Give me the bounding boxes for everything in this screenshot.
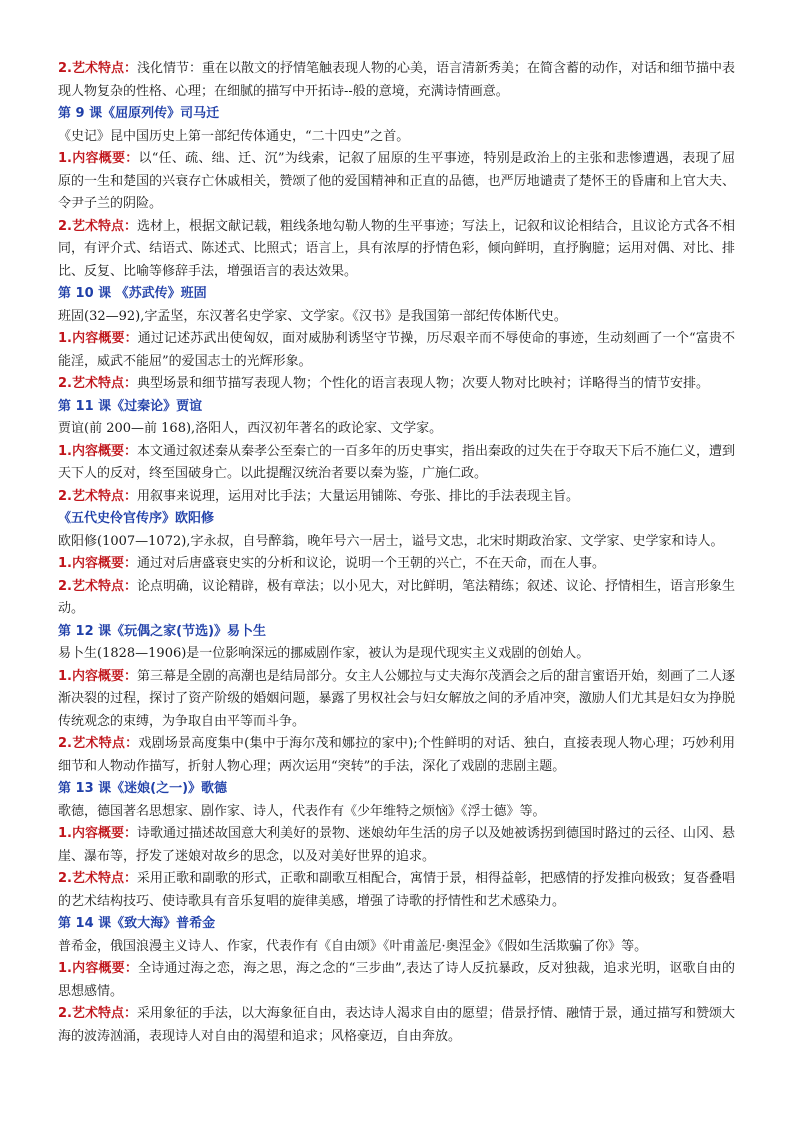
item-text: 第三幕是全剧的高潮也是结局部分。女主人公娜拉与丈夫海尔茂酒会之后的甜言蜜语开始，刻画了二人逐渐决裂的过程，探讨了资产阶级的婚姻问题，暴露了男权社会与妇女解放之间的矛盾冲突，激励人们尤其是妇女为挣脱传统观念的束缚，为争取自由平等而斗争。	[58, 668, 735, 729]
lesson-heading: 第 12 课《玩偶之家(节选)》易卜生	[58, 623, 267, 639]
item-text: 采用正歌和副歌的形式，正歌和副歌互相配合，寓情于景，相得益彰，把感情的抒发推向极致；复沓叠唱的艺术结构技巧、使诗歌具有音乐复唱的旋律美感，增强了诗歌的抒情性和艺术感染力。	[58, 871, 735, 909]
author-intro: 易卜生(1828—1906)是一位影响深远的挪威剧作家，被认为是现代现实主义戏剧的创始人。	[58, 646, 590, 661]
item-label: 2.艺术特点：	[58, 736, 139, 751]
summary-item	[58, 733, 735, 778]
summary-item	[58, 216, 735, 284]
summary-item	[58, 823, 735, 868]
item-label: 2.艺术特点：	[58, 376, 137, 391]
item-text: 以“任、疏、绌、迁、沉”为线索，记叙了屈原的生平事迹，特别是政治上的主张和悲惨遭遇，表现了屈原的一生和楚国的兴衰存亡休戚相关，赞颂了他的爱国精神和正直的品德，也严厉地谴责了楚怀王的昏庸和上官大夫、令尹子兰的阴险。	[58, 151, 735, 211]
item-text: 通过记述苏武出使匈奴，面对威胁利诱坚守节操，历尽艰辛而不辱使命的事迹，生动刻画了一个“富贵不能淫，威武不能屈”的爱国志士的光辉形象。	[58, 331, 735, 369]
lesson-heading: 第 13 课《迷娘(之一)》歌德	[58, 781, 228, 796]
item-label: 2.艺术特点：	[58, 871, 137, 886]
item-text: 全诗通过海之恋，海之思，海之念的“三步曲”,表达了诗人反抗暴政，反对独裁，追求光明，讴歌自由的思想感情。	[58, 961, 735, 999]
summary-item	[58, 441, 735, 486]
lesson-heading: 第 9 课《屈原列传》司马迁	[58, 106, 220, 121]
item-label: 2.艺术特点：	[58, 1006, 137, 1021]
item-label: 2.艺术特点：	[58, 488, 137, 504]
item-label: 2.艺术特点：	[58, 578, 137, 594]
author-intro: 歌德，德国著名思想家、剧作家、诗人，代表作有《少年维特之烦恼》《浮士德》等。	[58, 803, 546, 819]
summary-item	[58, 148, 735, 216]
summary-item	[58, 58, 735, 103]
summary-item	[58, 486, 735, 509]
summary-item	[58, 958, 735, 1003]
summary-item	[58, 1003, 735, 1048]
item-label: 2.艺术特点：	[58, 218, 137, 234]
author-intro: 贾谊(前 200—前 168),洛阳人，西汉初年著名的政论家、文学家。	[58, 421, 443, 436]
item-text: 用叙事来说理，运用对比手法；大量运用铺陈、夸张、排比的手法表现主旨。	[136, 488, 579, 504]
lesson-heading: 第 14 课《致大海》普希金	[58, 916, 216, 931]
item-label: 1.内容概要：	[58, 961, 138, 976]
item-text: 浅化情节：重在以散文的抒情笔触表现人物的心美，语言清新秀美；在简含蓄的动作，对话和细节描中表现人物复杂的性格、心理；在细腻的描写中开拓诗--般的意境，充满诗情画意。	[58, 61, 735, 99]
item-label: 1.内容概要：	[58, 443, 137, 459]
item-text: 论点明确，议论精辟，极有章法；以小见大，对比鲜明，笔法精练；叙述、议论、抒情相生，语言形象生动。	[58, 578, 735, 616]
summary-item	[58, 553, 735, 576]
author-intro: 欧阳修(1007—1072),字永叔，自号醉翁，晚年号六一居士，谥号文忠，北宋时期政治家、文学家、史学家和诗人。	[58, 533, 724, 549]
item-text: 戏剧场景高度集中(集中于海尔茂和娜拉的家中);个性鲜明的对话、独白，直接表现人物心理；巧妙利用细节和人物动作描写，折射人物心理；两次运用“突转”的手法，深化了戏剧的悲剧主题。	[58, 736, 736, 774]
item-label: 1.内容概要：	[58, 826, 137, 841]
lesson-heading: 第 10 课 《苏武传》班固	[58, 286, 207, 301]
lesson-heading: 《五代史伶官传序》欧阳修	[58, 511, 215, 526]
summary-item	[58, 868, 735, 913]
item-text: 选材上，根据文献记载，粗线条地勾勒人物的生平事迹；写法上，记叙和议论相结合，且议论方式各不相同，有评介式、结语式、陈述式、比照式；语言上，具有浓厚的抒情色彩，倾向鲜明，直抒胸臆；运用对偶、对比、排比、反复、比喻等修辞手法，增强语言的表达效果。	[58, 218, 735, 279]
item-label: 1.内容概要：	[58, 331, 138, 346]
author-intro: 普希金，俄国浪漫主义诗人、作家，代表作有《自由颂》《叶甫盖尼·奥涅金》《假如生活欺骗了你》等。	[58, 938, 648, 954]
summary-item	[58, 373, 735, 396]
author-intro: 《史记》昆中国历史上第一部纪传体通史，“二十四史”之首。	[58, 128, 410, 144]
item-text: 典型场景和细节描写表现人物；个性化的语言表现人物；次要人物对比映衬；详略得当的情节安排。	[136, 376, 709, 391]
summary-item	[58, 666, 735, 734]
item-label: 1.内容概要：	[58, 556, 137, 571]
item-label: 2.艺术特点：	[58, 61, 137, 76]
author-intro: 班固(32—92),字孟坚，东汉著名史学家、文学家。《汉书》是我国第一部纪传体断代史。	[58, 308, 567, 324]
item-text: 本文通过叙述秦从秦孝公至秦亡的一百多年的历史事实，指出秦政的过失在于夺取天下后不施仁义，遭到天下人的反对，终至国破身亡。以此提醒汉统治者要以秦为鉴，广施仁政。	[58, 443, 735, 481]
lesson-heading: 第 11 课《过秦论》贾谊	[58, 398, 203, 414]
summary-item	[58, 576, 735, 621]
summary-item	[58, 328, 735, 373]
item-text: 通过对后唐盛衰史实的分析和议论，说明一个王朝的兴亡，不在天命，而在人事。	[136, 556, 605, 571]
item-label: 1.内容概要：	[58, 668, 137, 684]
item-label: 1.内容概要：	[58, 151, 139, 166]
item-text: 诗歌通过描述故国意大利美好的景物、迷娘幼年生活的房子以及她被诱拐到德国时路过的云径、山冈、悬崖、瀑布等，抒发了迷娘对故乡的思念，以及对美好世界的追求。	[58, 826, 735, 864]
item-text: 采用象征的手法，以大海象征自由，表达诗人渴求自由的愿望；借景抒情、融情于景，通过描写和赞颂大海的波涛汹涌，表现诗人对自由的渴望和追求；风格豪迈，自由奔放。	[58, 1006, 735, 1044]
